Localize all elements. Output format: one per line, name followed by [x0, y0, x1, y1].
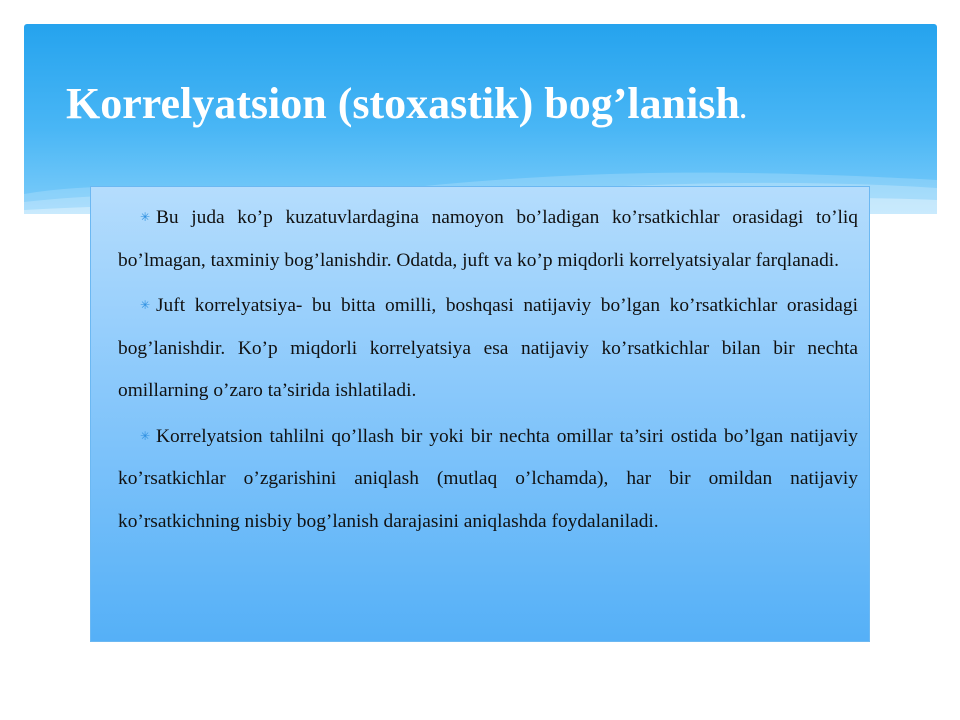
bullet-paragraph-3: [118, 415, 858, 544]
slide-title-suffix: .: [739, 95, 747, 124]
asterisk-bullet-icon: ✳: [140, 298, 151, 312]
paragraph-text: Bu juda ko’p kuzatuvlardagina namoyon bo’ladigan ko’rsatkichlar orasidagi to’liq bo’lmagan, taxminiy bog’lanishdir. Odatda, juft va ko’p miqdorli korrelyatsiyalar farqlanadi.: [118, 207, 858, 271]
paragraph-text: Korrelyatsion tahlilni qo’llash bir yoki bir nechta omillar ta’siri ostida bo’lgan natijaviy ko’rsatkichlar o’zgarishini aniqlash (mutlaq o’lchamda), har bir omildan natijaviy ko’rsatkichning nisbiy bog’lanish darajasini aniqlashda foydalaniladi.: [118, 425, 858, 532]
paragraph-text: Juft korrelyatsiya- bu bitta omilli, boshqasi natijaviy bo’lgan ko’rsatkichlar orasidagi bog’lanishdir. Ko’p miqdorli korrelyatsiya esa natijaviy ko’rsatkichlar bilan bir nechta omillarning o’zaro ta’sirida ishlatiladi.: [118, 295, 858, 401]
bullet-paragraph-1: [118, 196, 858, 282]
slide-title-text: Korrelyatsion (stoxastik) bog’lanish: [66, 79, 740, 128]
slide-title: [66, 76, 746, 138]
asterisk-bullet-icon: ✳: [140, 428, 151, 443]
asterisk-bullet-icon: ✳: [140, 210, 151, 224]
bullet-paragraph-2: [118, 284, 858, 413]
content-text-block: [118, 196, 858, 545]
